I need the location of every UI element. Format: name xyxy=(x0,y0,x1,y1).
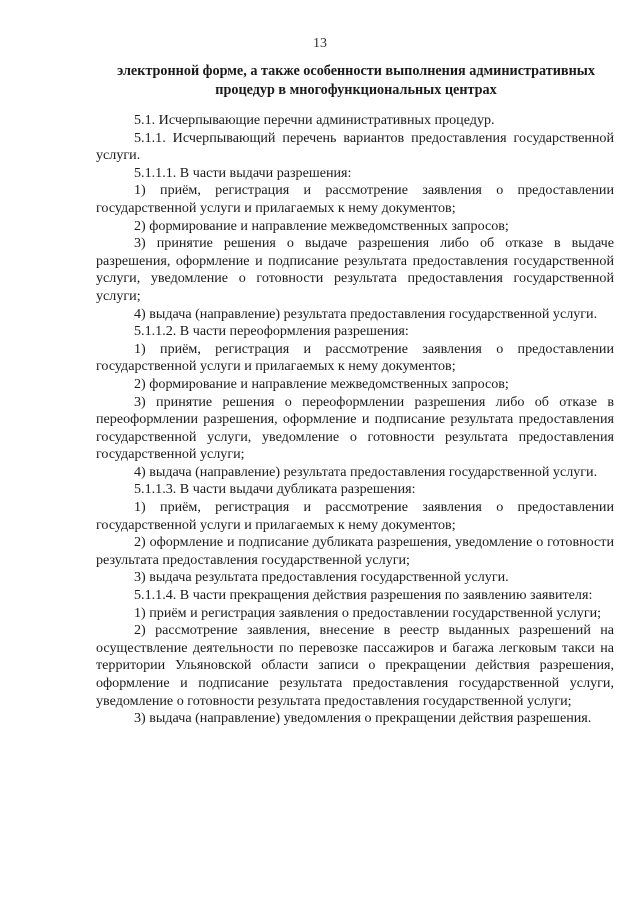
paragraph: 1) приём и регистрация заявления о предоставлении государственной услуги; xyxy=(134,604,602,621)
paragraph: 2) формирование и направление межведомственных запросов; xyxy=(134,375,509,392)
paragraph: 1) приём, регистрация и рассмотрение заявления о предоставлении государственной услуги и прилагаемых к нему документов; xyxy=(96,182,614,216)
paragraph: 5.1.1.3. В части выдачи дубликата разрешения: xyxy=(134,481,416,498)
document-body xyxy=(96,112,614,728)
paragraph: 2) рассмотрение заявления, внесение в реестр выданных разрешений на осуществление деятельности по перевозке пассажиров и багажа легковым такси на территории Ульяновской области записи о прекращении действия разрешения, оформление и подписание результата предоставления государственной услуги, уведомление о готовности результата предоставления государственной услуги; xyxy=(96,622,614,709)
paragraph: 3) принятие решения о переоформлении разрешения либо об отказе в переоформлении разрешения, оформление и подписание результата предоставления государственной услуги, уведомление о готовности результата предоставления государственной услуги; xyxy=(96,393,614,463)
paragraph: 4) выдача (направление) результата предоставления государственной услуги. xyxy=(134,463,598,480)
paragraph: 3) принятие решения о выдаче разрешения либо об отказе в выдаче разрешения, оформление и подписание результата предоставления государственной услуги, уведомление о готовности результата предоставления государственной услуги; xyxy=(96,235,614,304)
paragraph: 3) выдача результата предоставления государственной услуги. xyxy=(134,569,509,586)
paragraph: 5.1. Исчерпывающие перечни административных процедур. xyxy=(134,112,495,128)
paragraph: 5.1.1. Исчерпывающий перечень вариантов предоставления государственной услуги. xyxy=(96,129,614,164)
paragraph: 5.1.1.4. В части прекращения действия разрешения по заявлению заявителя: xyxy=(134,587,593,604)
heading-line-1: электронной форме, а также особенности выполнения административных xyxy=(117,63,595,79)
paragraph: 5.1.1.2. В части переоформления разрешения: xyxy=(134,323,409,340)
section-heading xyxy=(96,62,616,100)
page-number: 13 xyxy=(313,36,327,51)
paragraph: 2) оформление и подписание дубликата разрешения, уведомление о готовности результата предоставления государственной услуги; xyxy=(96,534,614,568)
paragraph: 1) приём, регистрация и рассмотрение заявления о предоставлении государственной услуги и прилагаемых к нему документов; xyxy=(96,340,614,375)
paragraph: 4) выдача (направление) результата предоставления государственной услуги. xyxy=(134,305,598,322)
paragraph: 1) приём, регистрация и рассмотрение заявления о предоставлении государственной услуги и прилагаемых к нему документов; xyxy=(96,499,614,533)
paragraph: 2) формирование и направление межведомственных запросов; xyxy=(134,217,509,234)
paragraph: 3) выдача (направление) уведомления о прекращении действия разрешения. xyxy=(134,710,592,727)
paragraph: 5.1.1.1. В части выдачи разрешения: xyxy=(134,164,352,181)
heading-line-2: процедур в многофункциональных центрах xyxy=(215,82,497,98)
